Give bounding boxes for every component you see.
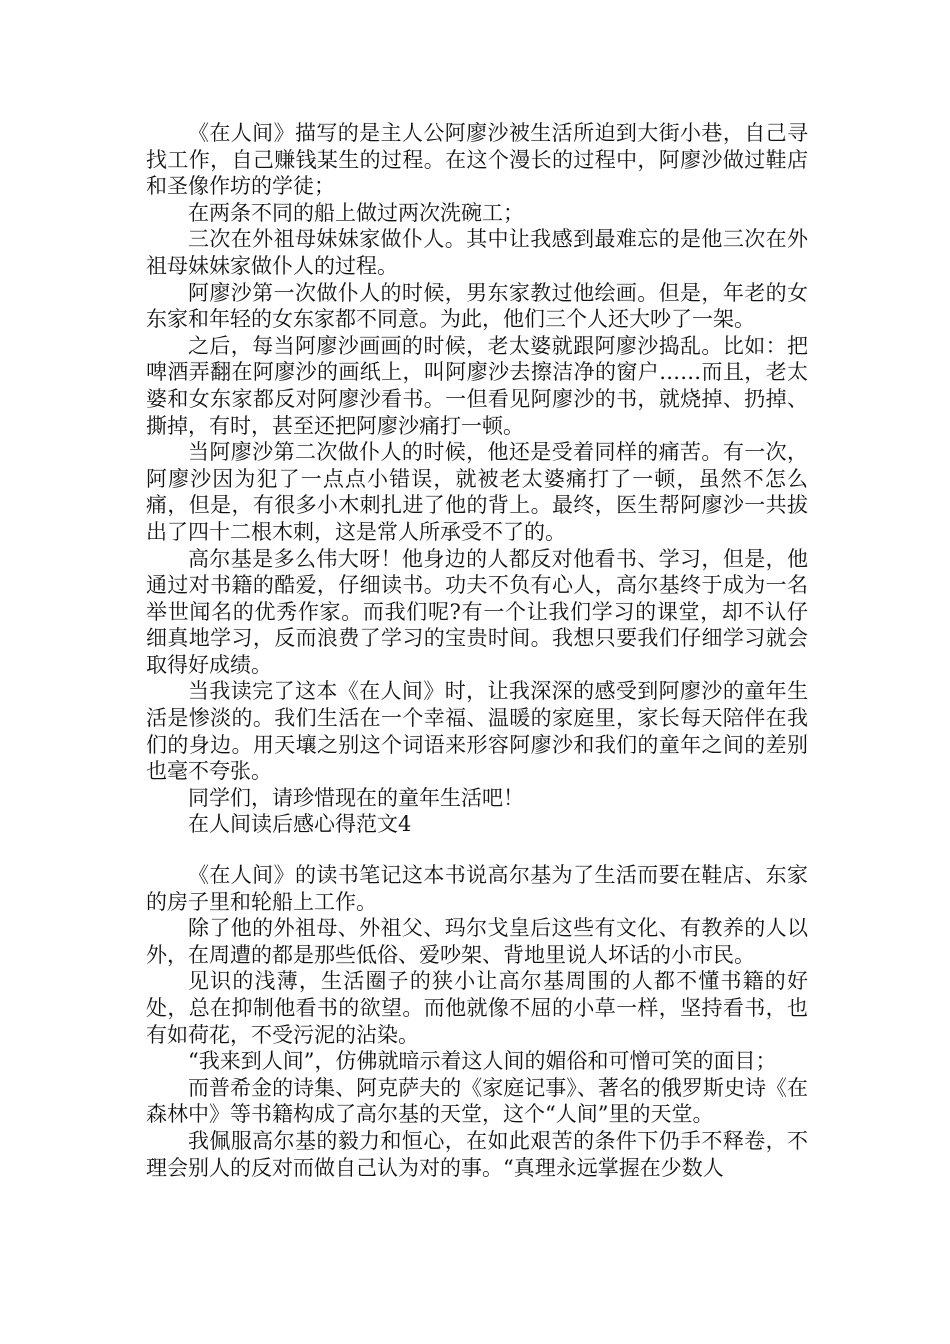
paragraph: 见识的浅薄，生活圈子的狭小让高尔基周围的人都不懂书籍的好处，总在抑制他看书的欲望。而他就像不屈的小草一样，坚持看书，也有如荷花，不受污泥的沾染。 xyxy=(146,969,808,1047)
paragraph: 而普希金的诗集、阿克萨夫的《家庭记事》、著名的俄罗斯史诗《在森林中》等书籍构成了高尔基的天堂，这个“人间”里的天堂。 xyxy=(146,1075,808,1127)
paragraph: 同学们，请珍惜现在的童年生活吧！ xyxy=(188,785,524,810)
paragraph: 阿廖沙第一次做仆人的时候，男东家教过他绘画。但是，年老的女东家和年轻的女东家都不同意。为此，他们三个人还大吵了一架。 xyxy=(146,280,808,332)
paragraph: 当阿廖沙第二次做仆人的时候，他还是受着同样的痛苦。有一次，阿廖沙因为犯了一点点小错误，就被老太婆痛打了一顿，虽然不怎么痛，但是，有很多小木刺扎进了他的背上。最终，医生帮阿廖沙一共拔出了四十二根木刺，这是常人所承受不了的。 xyxy=(146,440,808,544)
paragraph: 《在人间》的读书笔记这本书说高尔基为了生活而要在鞋店、东家的房子里和轮船上工作。 xyxy=(146,863,808,914)
paragraph: 除了他的外祖母、外祖父、玛尔戈皇后这些有文化、有教养的人以外，在周遭的都是那些低俗、爱吵架、背地里说人坏话的小市民。 xyxy=(146,916,808,967)
paragraph: 我佩服高尔基的毅力和恒心，在如此艰苦的条件下仍手不释卷，不理会别人的反对而做自己认为对的事。“真理永远掌握在少数人 xyxy=(146,1128,808,1180)
paragraph: 三次在外祖母妹妹家做仆人。其中让我感到最难忘的是他三次在外祖母妹妹家做仆人的过程。 xyxy=(146,227,808,278)
paragraph: 《在人间》描写的是主人公阿廖沙被生活所迫到大街小巷，自己寻找工作，自己赚钱某生的过程。在这个漫长的过程中，阿廖沙做过鞋店和圣像作坊的学徒； xyxy=(146,121,808,199)
blank-line xyxy=(146,838,808,862)
section-title: 在人间读后感心得范文4 xyxy=(188,812,412,837)
paragraph: “我来到人间”，仿佛就暗示着这人间的媚俗和可憎可笑的面目； xyxy=(188,1049,777,1074)
paragraph: 在两条不同的船上做过两次洗碗工； xyxy=(188,200,524,225)
document-body xyxy=(146,120,808,1181)
paragraph: 之后，每当阿廖沙画画的时候，老太婆就跟阿廖沙捣乱。比如：把啤酒弄翻在阿廖沙的画纸上，叫阿廖沙去擦洁净的窗户……而且，老太婆和女东家都反对阿廖沙看书。一但看见阿廖沙的书，就烧掉、扔掉、撕掉，有时，甚至还把阿廖沙痛打一顿。 xyxy=(146,333,808,438)
paragraph: 高尔基是多么伟大呀！他身边的人都反对他看书、学习，但是，他通过对书籍的酷爱，仔细读书。功夫不负有心人，高尔基终于成为一名举世闻名的优秀作家。而我们呢?有一个让我们学习的课堂，却不认仔细真地学习，反而浪费了学习的宝贵时间。我想只要我们仔细学习就会取得好成绩。 xyxy=(146,546,808,677)
paragraph: 当我读完了这本《在人间》时，让我深深的感受到阿廖沙的童年生活是惨淡的。我们生活在一个幸福、温暖的家庭里，家长每天陪伴在我们的身边。用天壤之别这个词语来形容阿廖沙和我们的童年之间的差别也毫不夸张。 xyxy=(146,679,808,784)
